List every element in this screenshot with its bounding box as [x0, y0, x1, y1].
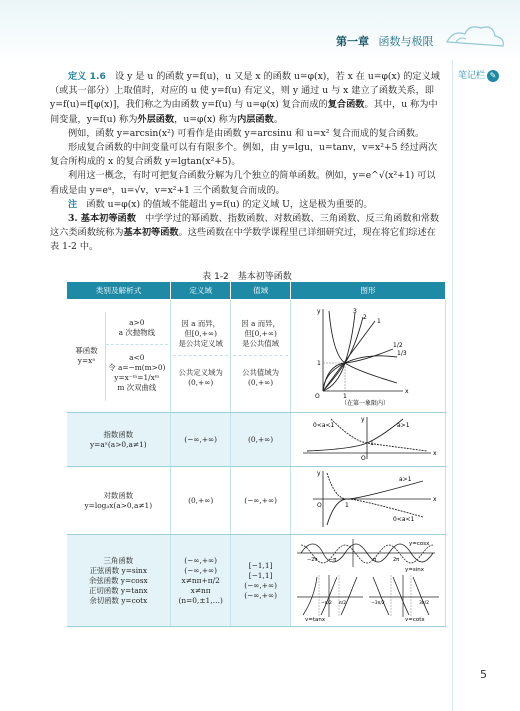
example-paragraph: 例如，函数 y=arcsin(x²) 可看作是由函数 y=arcsinu 和 u=x² 复合而成的复合函数。	[68, 127, 425, 139]
power-domain-neg1: 公共定义域为	[178, 367, 223, 377]
header-graph: 图形	[291, 282, 446, 300]
power-y-one: 1	[317, 359, 321, 367]
power-substitution: 令 a=−m(m>0)	[108, 362, 166, 372]
power-domain-neg2: (0,+∞)	[188, 377, 214, 387]
trig-range	[231, 535, 291, 627]
definition-paragraph	[50, 70, 444, 127]
trig-category	[67, 535, 171, 627]
trig-cos-label: y=cosx	[409, 541, 430, 547]
power-domain	[171, 300, 231, 413]
trig-cot: 余切函数 y=cotx	[89, 595, 148, 605]
exp-label-left: 0<a<1	[313, 422, 335, 429]
trig-range-tan: (−∞,+∞)	[244, 580, 278, 590]
log-range: (−∞,+∞)	[231, 467, 291, 535]
trig-domain-cos: (−∞,+∞)	[184, 565, 218, 575]
table-header-row	[67, 282, 446, 300]
cloud-ornament-icon	[442, 20, 512, 54]
trig-domain	[171, 535, 231, 627]
power-domain-line1: 因 a 而异，	[181, 318, 220, 328]
table-caption: 表 1-2 基本初等函数	[202, 272, 292, 282]
power-x-one: 1	[343, 392, 347, 400]
trig-half-pi: π/2	[339, 601, 347, 606]
power-category	[67, 300, 171, 413]
notes-tag	[458, 68, 499, 82]
page-number: 5	[480, 668, 487, 681]
trig-neg-pi: −π	[329, 557, 337, 563]
exp-formula: y=aˣ(a>0,a≠1)	[90, 439, 147, 449]
log-domain: (0,+∞)	[171, 467, 231, 535]
header-category: 类别及解析式	[67, 282, 171, 300]
power-case-positive-desc: a 次抛物线	[118, 327, 155, 337]
trig-name: 三角函数	[103, 555, 134, 565]
exp-name: 指数函数	[103, 429, 134, 439]
power-range	[231, 300, 291, 413]
power-range-neg2: (0,+∞)	[248, 377, 274, 387]
trig-tan-label: y=tanx	[305, 617, 326, 621]
power-range-line3: 是公共值域	[242, 338, 280, 348]
table-row-exponential	[67, 413, 446, 467]
exp-origin-label: O	[361, 455, 366, 461]
power-domain-line2: 但[0,+∞)	[184, 328, 217, 338]
exp-category	[67, 413, 171, 467]
term-outer: 外层函数	[137, 113, 175, 125]
note-text: 函数 u=φ(x) 的值域不能超出 y=f(u) 的定义域 U，这是极为重要的。	[86, 198, 373, 210]
decompose-paragraph: 利用这一概念，有时可把复合函数分解为几个独立的简单函数。例如，y=e^√(x²+1) 可以看成是由 y=eᵘ，u=√v，v=x²+1 三个函数复合而成的。	[50, 170, 436, 196]
power-y-label: y	[317, 307, 321, 315]
pencil-icon: ✎	[487, 70, 499, 82]
log-label-bottom: 0<a<1	[393, 516, 415, 523]
power-formula: y=xᵃ	[77, 356, 96, 365]
note-paragraph	[50, 198, 444, 212]
section-paragraph	[50, 212, 444, 255]
section-end: 。这些函数在中学数学课程里已详细研究过，现在将它们综述在表 1-2 中。	[50, 227, 436, 253]
exp-domain: (−∞,+∞)	[171, 413, 231, 467]
term-composite: 复合函数	[327, 99, 365, 111]
exp-x-label: x	[433, 450, 437, 457]
trig-domain-cot: x≠nπ	[190, 585, 211, 595]
definition-end: 。	[273, 113, 283, 125]
table-row-power	[67, 300, 446, 413]
power-graph-caption: （在第一象限内）	[341, 399, 390, 407]
power-origin-label: O	[315, 392, 320, 400]
log-y-label: y	[317, 470, 321, 477]
log-label-top: a>1	[399, 476, 412, 483]
log-graph-cell	[291, 467, 446, 535]
trig-cos: 余弦函数 y=cosx	[88, 575, 148, 585]
power-label-2: 2	[363, 313, 367, 321]
power-graph-cell	[291, 300, 446, 413]
definition-text-2: 。其中，u 称为中间变量，y=f(u) 称为	[50, 99, 438, 125]
definition-label: 定义 1.6	[68, 71, 106, 82]
trig-range-cos: [−1,1]	[248, 570, 273, 580]
trig-neg-2pi: −2π	[307, 557, 318, 563]
header-range: 值域	[231, 282, 291, 300]
trig-range-sin: [−1,1]	[248, 560, 273, 570]
exp-label-right: a>1	[397, 422, 410, 429]
exp-one-label: 1	[370, 440, 374, 447]
trig-sin-label: y=sinx	[405, 567, 424, 573]
exp-y-label: y	[361, 416, 365, 423]
trig-domain-n: (n=0,±1,…)	[178, 595, 223, 605]
running-header	[336, 33, 434, 49]
table-row-trig	[67, 535, 446, 627]
trig-neg-3half-pi: −3π/2	[371, 601, 385, 606]
power-case-positive: a>0	[129, 317, 145, 327]
header-domain: 定义域	[171, 282, 231, 300]
log-origin-label: O	[317, 502, 322, 509]
power-range-line2: 但[0,+∞)	[244, 328, 277, 338]
power-label-third: 1/3	[397, 349, 407, 357]
trig-domain-tan: x≠nπ+π/2	[181, 575, 220, 585]
section-heading: 3. 基本初等函数	[68, 213, 136, 225]
trig-3half-pi: 3π/2	[419, 601, 429, 606]
log-name: 对数函数	[103, 490, 134, 500]
log-category	[67, 467, 171, 535]
exp-graph-cell	[291, 413, 446, 467]
trig-graph	[293, 537, 443, 621]
definition-text: 设 y 是 u 的函数 y=f(u)，u 又是 x 的函数 u=φ(x)，若 x 在 u=φ(x) 的定义域（或其一部分）上取值时，对应的 u 使 y=f(u) 有定义，则 y 通过 u 与 x 建立了函数关系，即 y=f(u)=f[φ(x)]，我们称之为由函数 y=f(u) 与 u=φ(x) 复合而成的	[50, 71, 440, 111]
power-label-1: 1	[377, 317, 381, 325]
trig-range-cot: (−∞,+∞)	[244, 590, 278, 600]
trig-pi: π	[373, 557, 377, 563]
term-basic: 基本初等函数	[123, 227, 179, 239]
term-inner: 内层函数	[237, 113, 274, 125]
notes-label: 笔记栏	[458, 71, 486, 81]
power-range-line1: 因 a 而异，	[241, 318, 280, 328]
power-label-half: 1/2	[393, 341, 403, 349]
log-x-label: x	[433, 496, 437, 503]
power-graph	[293, 303, 443, 407]
definition-text-3: ，u=φ(x) 称为	[174, 113, 238, 125]
log-graph	[293, 469, 443, 529]
power-reciprocal: y=x⁻ᵐ=1/xᵐ	[114, 372, 160, 382]
trig-2pi: 2π	[393, 557, 400, 563]
power-x-label: x	[405, 387, 409, 395]
chapter-title: 函数与极限	[378, 35, 434, 48]
log-formula: y=logₐx(a>0,a≠1)	[84, 500, 153, 510]
table-row-logarithm	[67, 467, 446, 535]
power-case-negative-desc: m 次双曲线	[117, 382, 157, 392]
trig-graph-cell	[291, 535, 446, 627]
trig-domain-sin: (−∞,+∞)	[184, 555, 218, 565]
log-one-label: 1	[345, 502, 349, 509]
trig-tan: 正切函数 y=tanx	[89, 585, 148, 595]
power-name: 幂函数	[75, 346, 98, 355]
elementary-functions-table	[66, 281, 446, 627]
power-range-neg1: 公共值域为	[242, 367, 280, 377]
section-text: 中学学过的幂函数、指数函数、对数函数、三角函数、反三角函数和常数这六类函数统称为	[50, 213, 440, 239]
note-label: 注	[68, 198, 78, 210]
power-label-3: 3	[353, 307, 357, 315]
notes-sidebar	[452, 60, 520, 711]
trig-neg-half-pi: −π/2	[321, 601, 332, 606]
intermediate-paragraph: 形成复合函数的中间变量可以有有限多个。例如，由 y=lgu，u=tanv，v=x²+5 经过两次复合所构成的 x 的复合函数 y=lgtan(x²+5)。	[50, 142, 438, 168]
power-domain-line3: 是公共定义域	[178, 338, 223, 348]
chapter-number: 第一章	[336, 35, 369, 48]
exp-range: (0,+∞)	[231, 413, 291, 467]
body-text	[50, 70, 444, 255]
power-case-negative: a<0	[129, 352, 145, 362]
trig-sin: 正弦函数 y=sinx	[89, 565, 147, 575]
trig-cot-label: y=cotx	[405, 617, 425, 621]
exp-graph	[293, 415, 443, 461]
